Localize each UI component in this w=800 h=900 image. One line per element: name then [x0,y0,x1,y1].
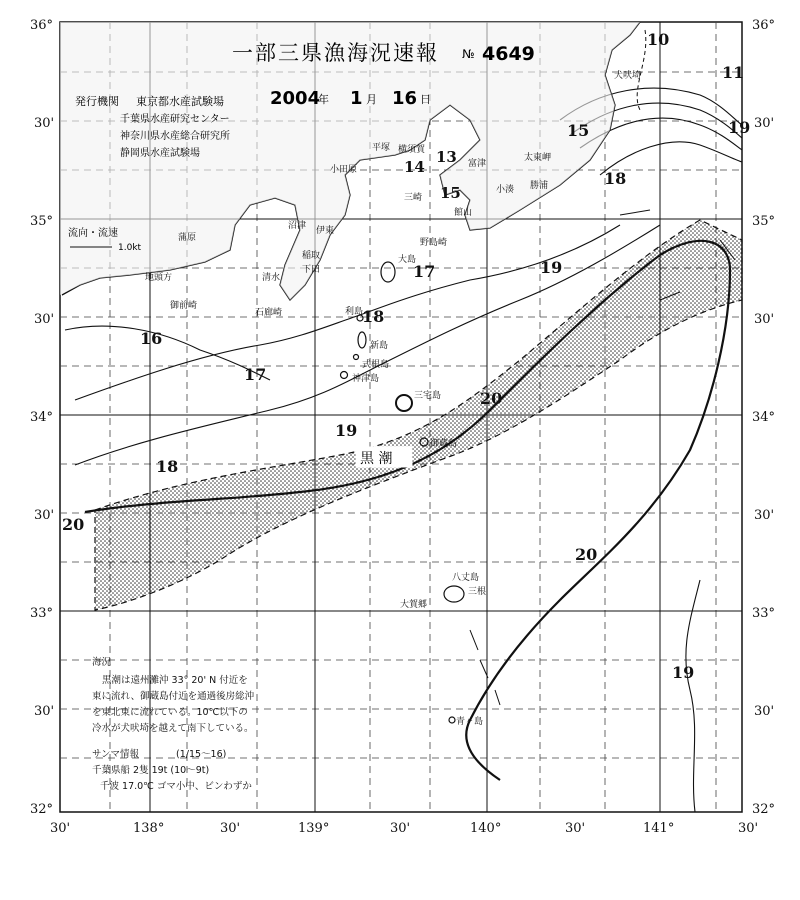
issued-by-label: 発行機関 [75,95,119,108]
isotherm-label: 18 [156,457,179,476]
lon-label: 140° [470,821,502,836]
place-name: 三崎 [404,193,423,203]
niijima-island [358,332,366,348]
place-name: 富津 [468,159,487,169]
isotherm-label: 13 [436,148,457,166]
lat-label: 30' [754,116,775,131]
lat-label: 34° [752,410,776,425]
latitude-labels-right [752,18,775,817]
place-name: 下田 [302,265,321,275]
place-name: 館山 [454,208,473,218]
isotherm-label: 18 [604,169,627,188]
lon-label: 30' [220,821,241,836]
date-year-suffix: 年 [318,93,329,106]
place-name: 小湊 [496,185,515,195]
agency-kanagawa: 神奈川県水産総合研究所 [120,131,230,142]
place-name: 小田原 [330,165,358,175]
fishery-line: 千波 17.0℃ ゴマ小中、ビンわずか [100,781,252,792]
lat-label: 30' [34,116,55,131]
lat-label: 33° [30,606,54,621]
cold-water-boundary [637,30,646,110]
date-month-suffix: 月 [366,93,377,106]
place-name: 蒲原 [178,233,197,243]
notes-block [92,656,255,792]
agency-tokyo: 東京都水産試験場 [136,95,224,108]
notes-line: 冷水が犬吠埼を越えて南下している。 [92,723,254,734]
issue-number-prefix: № [462,47,475,61]
isotherm-label: 15 [440,184,461,202]
lat-label: 30' [34,508,55,523]
lat-label: 30' [754,704,775,719]
date-year: 2004 [270,88,321,109]
place-name: 横須賀 [398,145,426,155]
lat-label: 36° [30,18,54,33]
lat-label: 30' [754,312,775,327]
kozushima-island [341,372,348,379]
place-name: 犬吠埼 [614,71,642,81]
notes-line: 黒潮は遠州灘沖 33° 20' N 付近を [102,675,248,686]
hachijojima-island [444,586,464,602]
lon-label: 30' [50,821,71,836]
lat-label: 34° [30,410,54,425]
issue-number: 4649 [482,43,535,65]
bulletin-title: 一部三県漁海況速報 [232,41,439,65]
place-name: 清水 [262,273,281,283]
place-name: 神津島 [352,374,380,384]
isotherm-label: 19 [540,258,563,277]
lat-label: 35° [30,214,54,229]
latitude-labels-left [30,18,54,817]
lat-label: 32° [752,802,776,817]
place-name: 大島 [398,255,417,265]
lon-label: 138° [133,821,165,836]
lat-label: 30' [34,312,55,327]
lon-label: 30' [565,821,586,836]
lat-label: 36° [752,18,776,33]
place-name: 野島崎 [420,238,448,248]
isotherm-label: 20 [575,545,598,564]
isotherm-label: 15 [567,121,590,140]
isotherm-label: 20 [62,515,85,534]
place-name: 太東岬 [524,153,552,163]
isotherm-label: 19 [728,118,751,137]
isotherm-label: 10 [647,30,670,49]
oshima-island [381,262,395,282]
place-name: 沼津 [288,221,307,231]
isotherm-label: 19 [335,421,358,440]
shikinejima-island [354,355,359,360]
lat-label: 32° [30,802,54,817]
isotherm-label: 20 [480,389,503,408]
place-name: 石廊崎 [255,308,283,318]
lon-label: 141° [643,821,675,836]
date-day-suffix: 日 [420,93,431,106]
lon-label: 30' [390,821,411,836]
fishery-heading: サンマ情報 [92,749,140,760]
place-name: 三根 [468,587,487,597]
date-day: 16 [392,88,418,109]
place-name: 大賀郷 [400,600,428,610]
place-name: 御蔵島 [430,439,458,449]
fishery-line: 千葉県船 2隻 19t (10～9t) [92,765,210,776]
isotherm-label: 18 [362,307,385,326]
isotherm-label: 17 [413,262,436,281]
agency-chiba: 千葉県水産研究センター [120,114,230,125]
place-name: 利島 [345,307,364,317]
current-legend-speed: 1.0kt [118,243,142,253]
isotherm-label: 11 [722,63,745,82]
miyakejima-island [396,395,412,411]
longitude-labels [50,821,758,836]
notes-heading: 海況 [92,657,112,668]
place-name: 新島 [370,341,389,351]
fishery-period: (1/15～16) [176,749,227,760]
isotherm-label: 14 [404,158,425,176]
notes-line: を東北東に流れている。10℃以下の [92,707,248,718]
lat-label: 30' [34,704,55,719]
lon-label: 139° [298,821,330,836]
lat-label: 35° [752,214,776,229]
place-name: 平塚 [372,143,391,153]
current-legend-label: 流向・流速 [68,228,118,239]
place-name: 青ヶ島 [456,717,484,727]
date-month: 1 [350,88,363,109]
place-name: 地頭方 [145,273,173,283]
islands [341,262,465,723]
isotherm-label: 17 [244,365,267,384]
place-name: 御前崎 [170,301,198,311]
lat-label: 33° [752,606,776,621]
lon-label: 30' [738,821,759,836]
notes-line: 東に流れ、御蔵島付近を通過後房総沖 [92,691,255,702]
place-name: 三宅島 [414,391,442,401]
isotherm-label: 16 [140,329,163,348]
isotherm-label: 19 [672,663,695,682]
place-name: 稲取 [302,251,321,261]
aogashima-island [449,717,455,723]
lat-label: 30' [754,508,775,523]
kuroshio-label: 黒 潮 [360,451,393,467]
place-name: 八丈島 [452,573,480,583]
place-name: 式根島 [362,360,390,370]
agency-shizuoka: 静岡県水産試験場 [120,148,200,159]
place-name: 勝浦 [530,181,549,191]
place-name: 伊東 [316,226,335,236]
